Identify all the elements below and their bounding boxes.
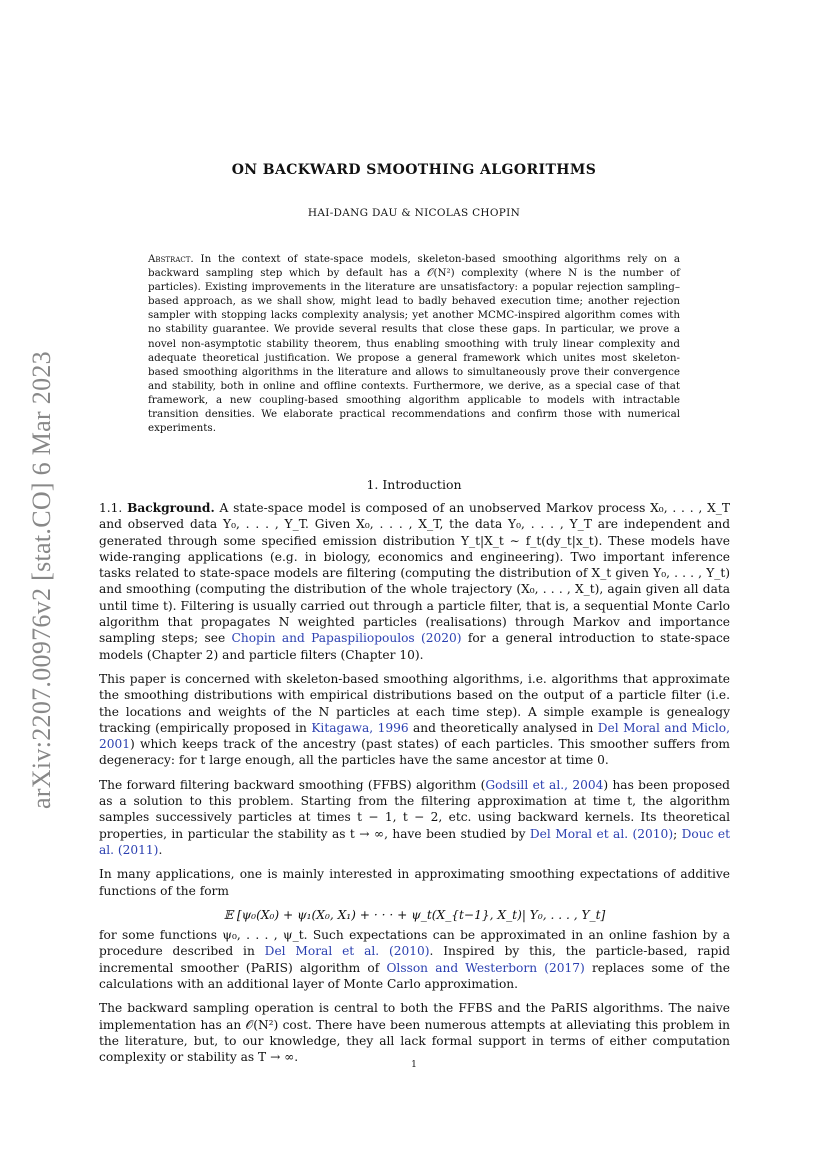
citation-link[interactable]: Kitagawa, 1996 [311,720,409,735]
arxiv-identifier-stamp [22,300,62,860]
citation-link[interactable]: Del Moral et al. (2010) [264,944,430,959]
citation-link[interactable]: Douc et al. (2011) [99,826,730,857]
paragraph-text: In many applications, one is mainly interested in approximating smoothing expectations of additive functions of the form [99,867,730,898]
body-paragraph [99,777,730,858]
citation-link[interactable]: Olsson and Westerborn (2017) [386,960,585,975]
body-paragraph [99,866,730,899]
paper-title: ON BACKWARD SMOOTHING ALGORITHMS [231,162,597,178]
paragraph-text: The backward sampling operation is central to both the FFBS and the PaRIS algorithms. The naive implementation has an 𝒪(N²) cost. There have been numerous attempts at alleviating this problem in the literature, but, to our knowledge, they all lack formal support in terms of either computation complexity or stability as T → ∞. [99,1001,730,1065]
citation-link[interactable]: Godsill et al., 2004 [485,777,604,792]
paragraph-text: for a general introduction to state-space models (Chapter 2) and particle filters (Chapter 10). [99,631,731,662]
paragraph-text: This paper is concerned with skeleton-based smoothing algorithms, i.e. algorithms that approximate the smoothing distributions with empirical distributions based on the output of a particle filter (i.e. the locations and weights of the N particles at each time step). A simple example is genealogy tracking (empirically proposed in [99,671,730,735]
citation-link[interactable]: Del Moral and Miclo, 2001 [99,720,730,752]
paragraph-text: ; [673,826,682,841]
body-paragraph [99,671,730,769]
paragraph-text: ) has been proposed as a solution to this problem. Starting from the filtering approximation at time t, the algorithm samples successively particles at times t − 1, t − 2, etc. using backward kernels. Its theoretical properties, in particular the stability as t → ∞, have been studied by [99,777,730,841]
abstract-label: Abstract. [148,253,194,265]
section-heading: 1. Introduction [366,477,462,492]
body-paragraph [99,500,730,663]
subsection-title: Background. [127,501,215,515]
body-paragraph [99,927,730,992]
page-number: 1 [411,1060,417,1070]
paragraph-text: replaces some of the calculations with an additional layer of Monte Carlo approximation. [99,960,730,992]
body-paragraph [99,1000,730,1065]
citation-link[interactable]: Chopin and Papaspiliopoulos (2020) [231,631,462,646]
paragraph-text: A state-space model is composed of an unobserved Markov process X₀, . . . , X_T and observed data Y₀, . . . , Y_T. Given X₀, . . . , X_T, the data Y₀, . . . , Y_T are independent and generated through some specified emission distribution Y_t|X_t ∼ f_t(dy_t|x_t). These models have wide-ranging applications (e.g. in biology, economics and engineering). Two important inference tasks related to state-space models are filtering (computing the distribution of X_t given Y₀, . . . , Y_t) and smoothing (computing the distribution of the whole trajectory (X₀, . . . , X_t), again given all data until time t). Filtering is usually carried out through a particle filter, that is, a sequential Monte Carlo algorithm that propagates N weighted particles (realisations) through Markov and importance sampling steps; see [99,501,730,646]
equation: 𝔼 [ψ₀(X₀) + ψ₁(X₀, X₁) + · · · + ψ_t(X_{t−1}, X_t)| Y₀, . . . , Y_t] [223,907,606,922]
citation-link[interactable]: Del Moral et al. (2010) [529,826,674,841]
abstract-text: In the context of state-space models, skeleton-based smoothing algorithms rely on a backward sampling step which by default has a 𝒪(N²) complexity (where N is the number of particles). Existing improvements in the literature are unsatisfactory: a popular rejection sampling– based approach, as we shall show, might lead to badly behaved execution time; another rejection sampler with stopping lacks complexity analysis; yet another MCMC-inspired algorithm comes with no stability guarantee. We provide several results that close these gaps. In particular, we prove a novel non-asymptotic stability theorem, thus enabling smoothing with truly linear complexity and adequate theoretical justification. We propose a general framework which unites most skeleton-based smoothing algorithms in the literature and allows to simultaneously prove their convergence and stability, both in online and offline contexts. Furthermore, we derive, as a special case of that framework, a new coupling-based smoothing algorithm applicable to models with intractable transition densities. We elaborate practical recommendations and confirm those with numerical experiments. [148,253,680,435]
paragraph-text: . Inspired by this, the particle-based, rapid incremental smoother (PaRIS) algorithm of [99,944,730,975]
paper-authors: HAI-DANG DAU & NICOLAS CHOPIN [307,207,521,219]
subsection-number: 1.1. [99,501,128,515]
paragraph-text: and theoretically analysed in [408,720,598,735]
abstract [148,252,680,435]
paragraph-text: The forward filtering backward smoothing (FFBS) algorithm ( [99,777,486,792]
paragraph-text: for some functions ψ₀, . . . , ψ_t. Such expectations can be approximated in an online fashion by a procedure described in [99,928,730,959]
arxiv-identifier-text: arXiv:2207.00976v2 [stat.CO] 6 Mar 2023 [27,351,56,809]
section-body [99,500,730,1074]
paragraph-text: . [158,842,163,857]
paragraph-text: ) which keeps track of the ancestry (past states) of each particles. This smoother suffers from degeneracy: for t large enough, all the particles have the same ancestor at time 0. [99,737,730,768]
